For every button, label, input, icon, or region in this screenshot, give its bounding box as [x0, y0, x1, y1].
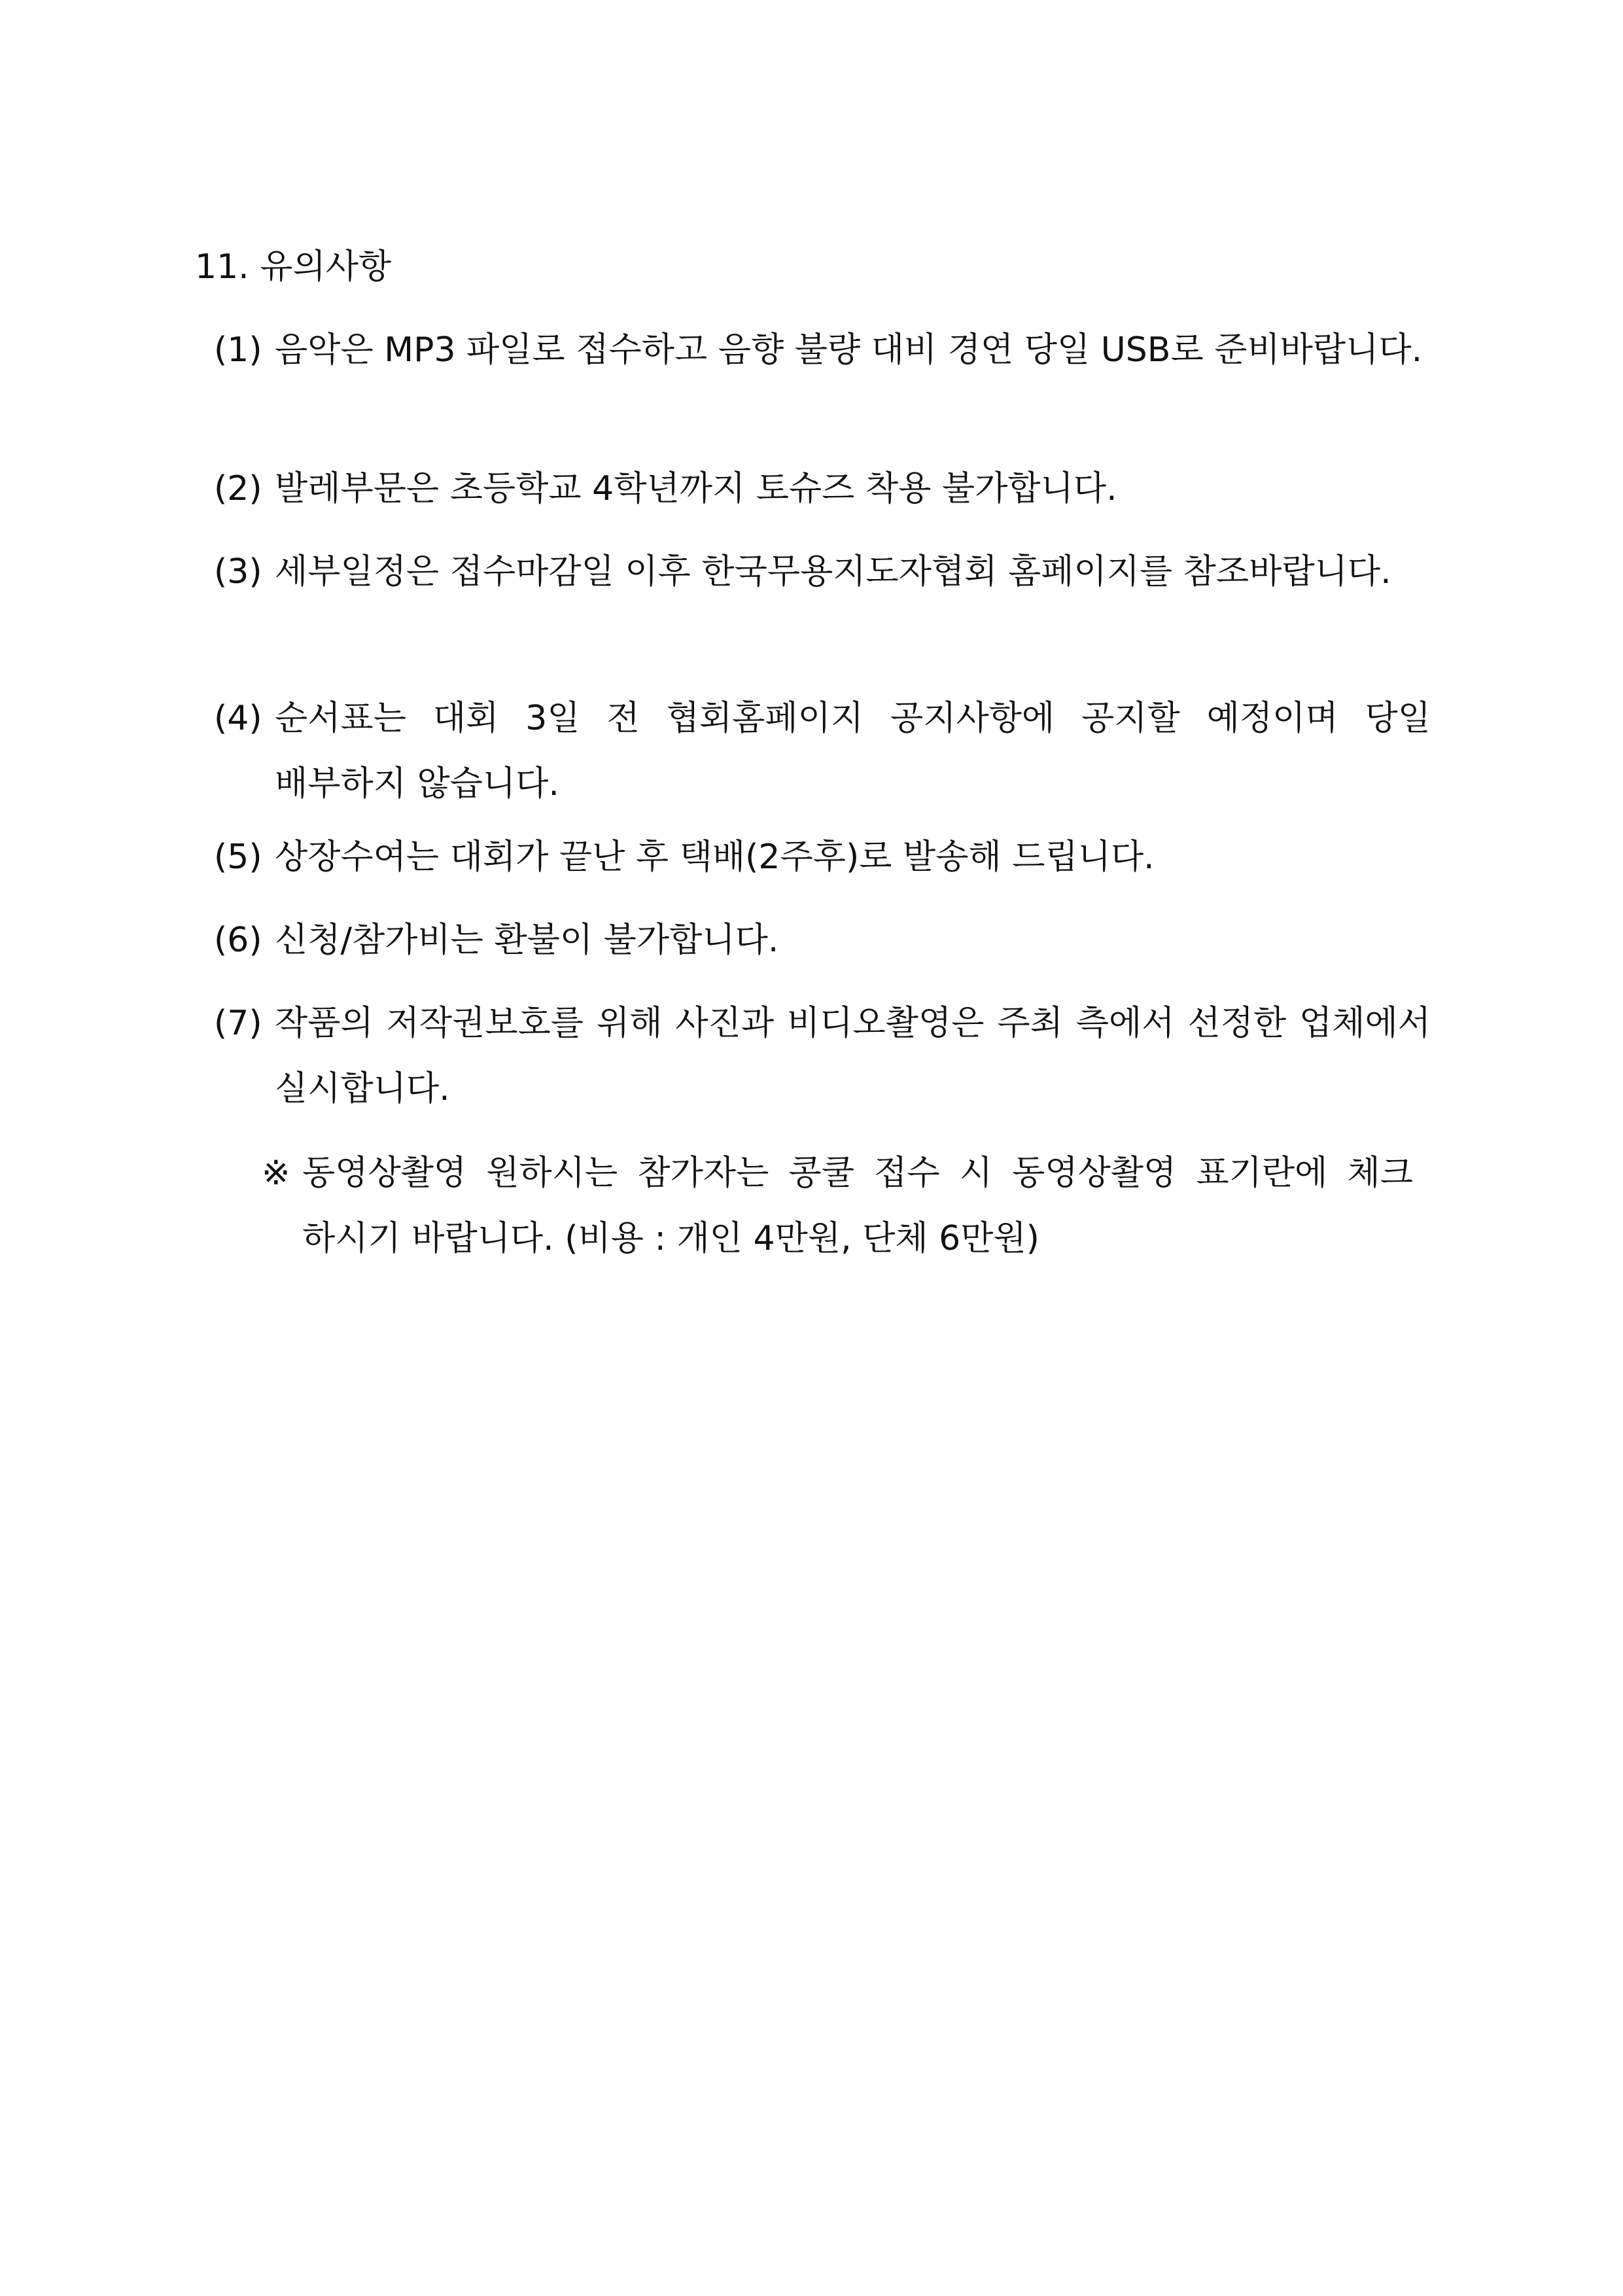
- item-number: (7): [214, 1004, 262, 1043]
- item-number: (5): [214, 838, 262, 877]
- item-text: 신청/참가비는 환불이 불가합니다.: [275, 921, 779, 960]
- item-text: 작품의 저작권보호를 위해 사진과 비디오촬영은 주최 측에서 선정한 업체에서 실시합니다.: [275, 1004, 1431, 1108]
- item-text: 순서표는 대회 3일 전 협회홈페이지 공지사항에 공지할 예정이며 당일 배부하지 않습니다.: [275, 699, 1431, 804]
- notice-item-2: [214, 456, 1431, 521]
- item-number: (3): [214, 552, 262, 592]
- notice-item-5: [214, 824, 1431, 890]
- item-text: 음악은 MP3 파일로 접수하고 음향 불량 대비 경연 당일 USB로 준비바랍니다.: [275, 330, 1423, 370]
- notice-item-3: [214, 539, 1431, 605]
- item-number: (2): [214, 469, 262, 508]
- video-recording-note: [262, 1140, 1413, 1271]
- section-title: 11. 유의사항: [195, 247, 392, 287]
- item-number: (6): [214, 921, 262, 960]
- item-text: 세부일정은 접수마감일 이후 한국무용지도자협회 홈페이지를 참조바랍니다.: [275, 552, 1391, 592]
- reference-mark-icon: ※: [262, 1154, 290, 1193]
- notice-item-7: [214, 991, 1431, 1122]
- notice-item-6: [214, 908, 1431, 973]
- item-text: 발레부문은 초등학교 4학년까지 토슈즈 착용 불가합니다.: [275, 469, 1117, 508]
- notice-item-1: [214, 317, 1431, 383]
- notice-item-4: [214, 686, 1431, 817]
- note-text: 동영상촬영 원하시는 참가자는 콩쿨 접수 시 동영상촬영 표기란에 체크 하시기 바랍니다. (비용 : 개인 4만원, 단체 6만원): [302, 1154, 1413, 1258]
- item-number: (1): [214, 330, 262, 370]
- item-text: 상장수여는 대회가 끝난 후 택배(2주후)로 발송해 드립니다.: [275, 838, 1155, 877]
- item-number: (4): [214, 699, 262, 738]
